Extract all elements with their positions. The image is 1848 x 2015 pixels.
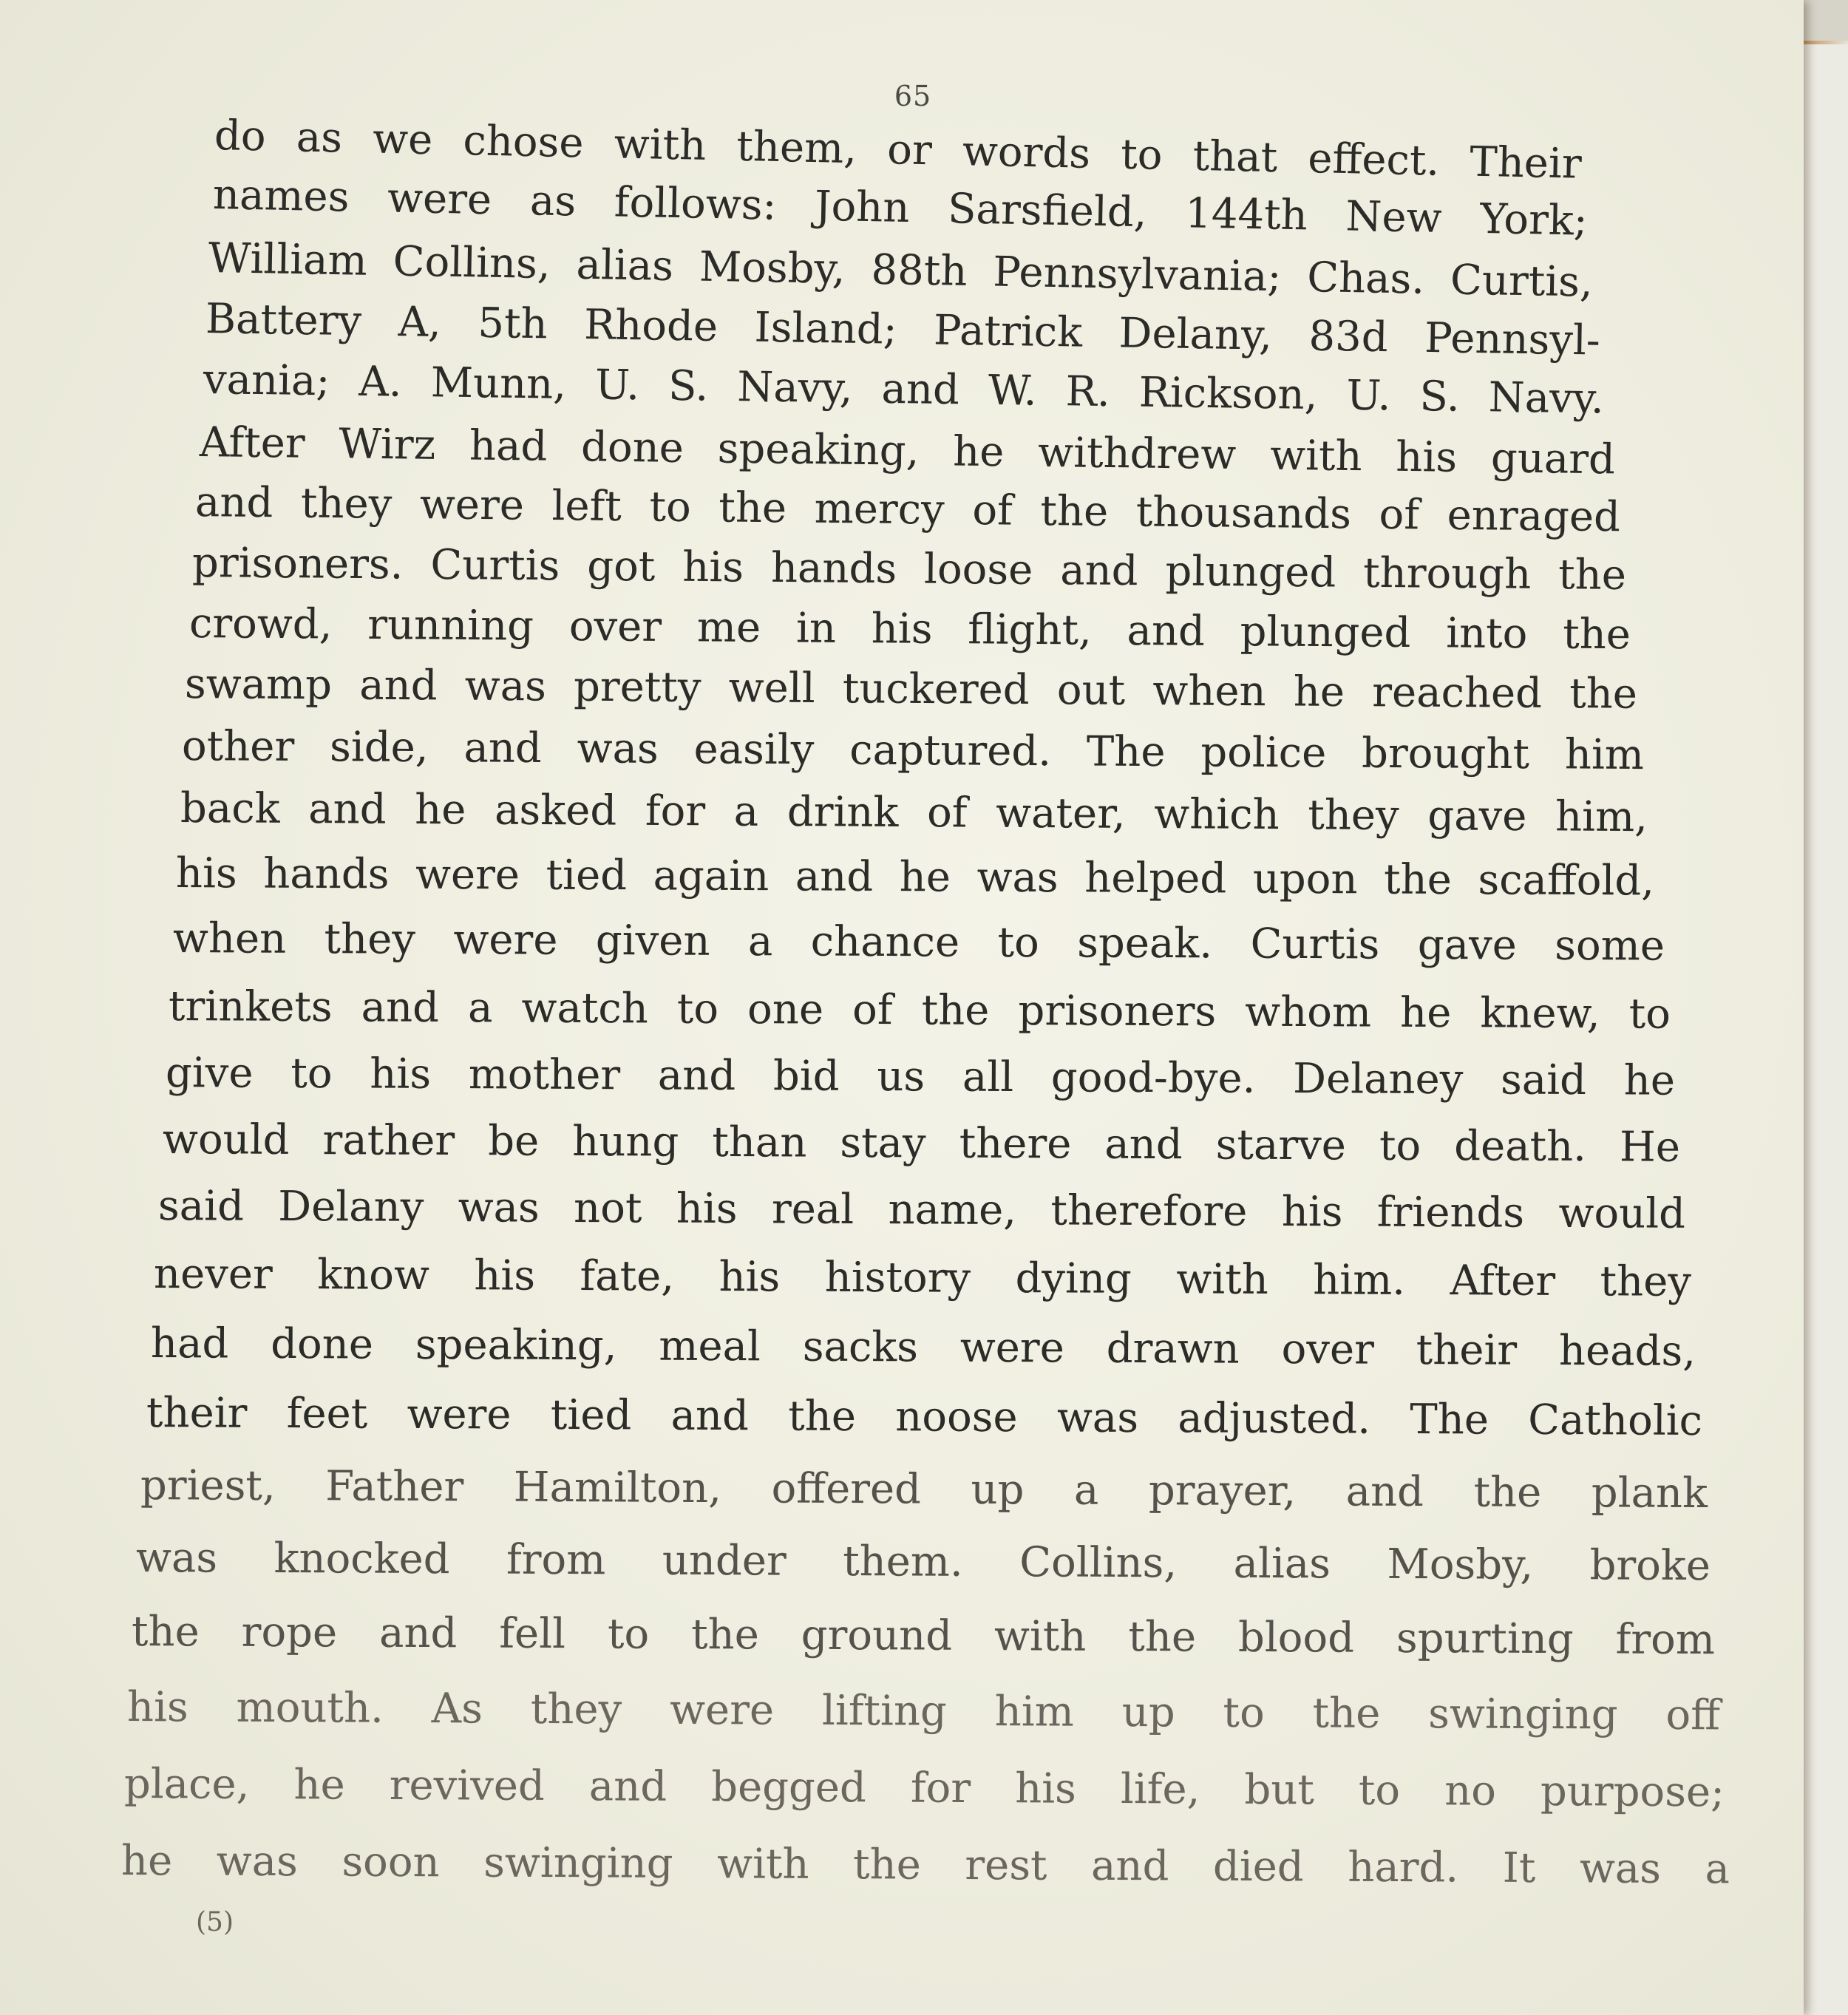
text-line: crowd, running over me in his flight, and plunged into the [188,599,1631,659]
adjacent-page-edge [1804,44,1848,2015]
text-line: names were as follows: John Sarsfield, 144th New York; [212,171,1589,245]
text-line: his hands were tied again and he was helped upon the scaffold, [175,849,1655,905]
text-line: was knocked from under them. Collins, alias Mosby, broke [135,1534,1711,1591]
text-line: back and he asked for a drink of water, which they gave him, [180,784,1648,842]
text-line: trinkets and a watch to one of the prisoners whom he knew, to [168,982,1671,1039]
text-line: his mouth. As they were lifting him up to the swinging off [126,1683,1721,1740]
text-line: do as we chose with them, or words to that effect. Their [214,112,1583,188]
text-line: said Delany was not his real name, therefore his friends would [157,1182,1686,1238]
text-line: vania; A. Munn, U. S. Navy, and W. R. Rickson, U. S. Navy. [203,356,1605,424]
text-line: and they were left to the mercy of the thousands of enraged [194,478,1621,542]
signature-mark: (5) [196,1907,234,1937]
text-line: After Wirz had done speaking, he withdrew with his guard [199,418,1616,484]
text-line: prisoners. Curtis got his hands loose and plunged through the [191,539,1627,599]
text-line: when they were given a chance to speak. Curtis gave some [172,914,1665,971]
text-line: their feet were tied and the noose was adjusted. The Catholic [146,1389,1703,1446]
text-line: had done speaking, meal sacks were drawn over their heads, [150,1319,1696,1376]
text-line: he was soon swinging with the rest and died hard. It was a [120,1837,1730,1894]
text-line: the rope and fell to the ground with the blood spurting from [131,1608,1716,1665]
text-line: other side, and was easily captured. The police brought him [181,722,1645,780]
text-line: priest, Father Hamilton, offered up a prayer, and the plank [140,1461,1708,1518]
text-line: would rather be hung than stay there and starve to death. He [162,1115,1681,1172]
text-line: give to his mother and bid us all good-bye. Delaney said he [165,1049,1676,1105]
text-line: never know his fate, his history dying with him. After they [153,1250,1692,1306]
text-line: place, he revived and begged for his life, but to no purpose; [123,1760,1725,1817]
page-number: 65 [894,80,932,112]
text-line: William Collins, alias Mosby, 88th Pennsylvania; Chas. Curtis, [208,234,1594,307]
text-line: Battery A, 5th Rhode Island; Patrick Delany, 83d Pennsyl- [205,295,1601,365]
text-line: swamp and was pretty well tuckered out when he reached the [184,660,1638,718]
